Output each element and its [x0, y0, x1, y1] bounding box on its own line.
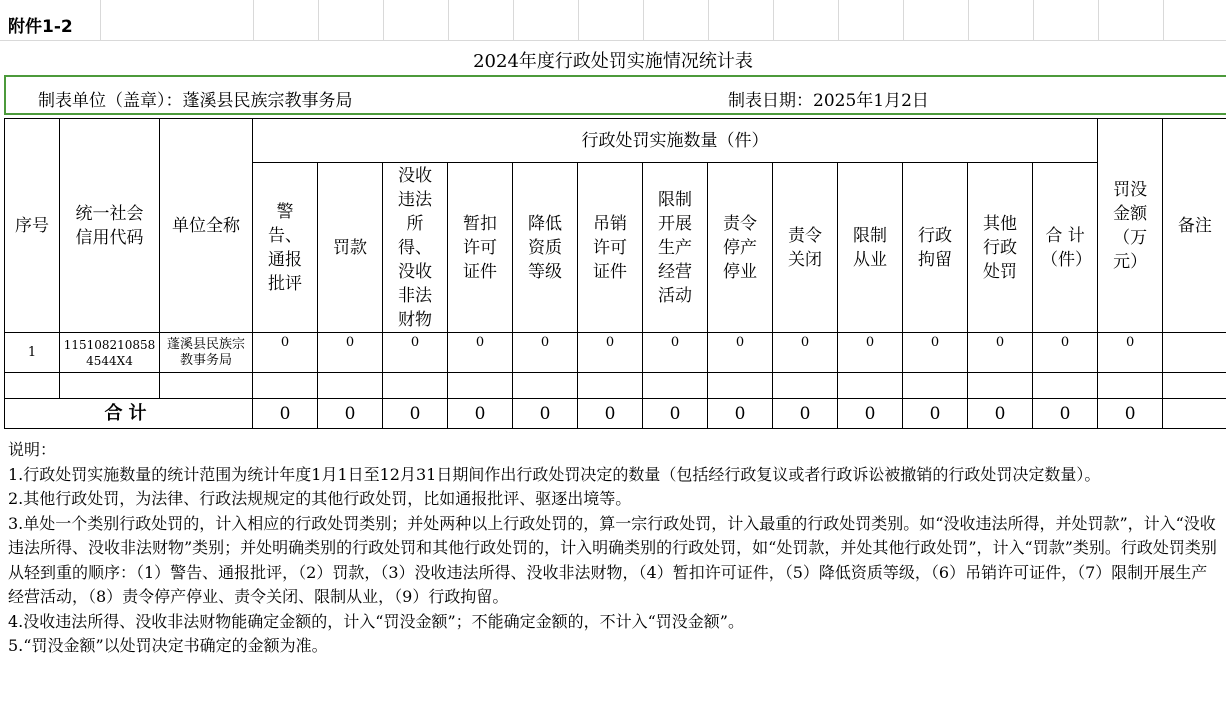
- row-credit-code-text: 1151082108584544X4: [63, 337, 156, 368]
- header-type-text: 其他行政处罚: [983, 213, 1017, 282]
- row-seq[interactable]: 1: [5, 333, 60, 373]
- total-label[interactable]: 合计: [5, 399, 253, 429]
- empty-cell[interactable]: [1098, 373, 1163, 399]
- gridline: [513, 0, 514, 40]
- gridline: [773, 0, 774, 40]
- total-value-10[interactable]: 0: [838, 399, 903, 429]
- header-type-3[interactable]: [383, 163, 448, 333]
- header-type-text: 暂扣许可证件: [463, 213, 497, 282]
- total-value-9[interactable]: 0: [773, 399, 838, 429]
- header-unit-name[interactable]: 单位全称: [160, 119, 253, 333]
- sheet-title[interactable]: 2024年度行政处罚实施情况统计表: [473, 51, 753, 72]
- header-type-12[interactable]: [968, 163, 1033, 333]
- gridline: [383, 0, 384, 40]
- note-item[interactable]: 3.单处一个类别行政处罚的，计入相应的行政处罚类别；并处两种以上行政处罚的，算一宗行政处罚，计入最重的行政处罚类别。如“没收违法所得，并处罚款”，计入“没收违法所得、没收非法财物”类别；并处明确类别的行政处罚和其他行政处罚的，计入明确类别的行政处罚，如“处罚款，并处其他行政处罚”，计入“罚款”类别。行政处罚类别从轻到重的顺序：（1）警告、通报批评，（2）罚款，（3）没收违法所得、没收非法财物，（4）暂扣许可证件，（5）降低资质等级，（6）吊销许可证件，（7）限制开展生产经营活动，（8）责令停产停业、责令关闭、限制从业，（9）行政拘留。: [8, 513, 1217, 606]
- total-value-6[interactable]: 0: [578, 399, 643, 429]
- header-type-text: 责令停产停业: [723, 213, 757, 282]
- gridline: [578, 0, 579, 40]
- empty-cell[interactable]: [578, 373, 643, 399]
- header-type-7[interactable]: [643, 163, 708, 333]
- row-value-5[interactable]: 0: [513, 333, 578, 373]
- header-type-13[interactable]: [1033, 163, 1098, 333]
- gridline: [1098, 0, 1099, 40]
- gridline: [100, 0, 101, 40]
- empty-cell[interactable]: [60, 373, 160, 399]
- header-type-5[interactable]: [513, 163, 578, 333]
- attachment-label[interactable]: 附件1-2: [8, 17, 73, 37]
- empty-cell[interactable]: [708, 373, 773, 399]
- header-type-4[interactable]: [448, 163, 513, 333]
- header-type-text: 限制开展生产经营活动: [658, 189, 692, 306]
- header-type-9[interactable]: [773, 163, 838, 333]
- row-unit-name[interactable]: [160, 333, 253, 373]
- header-type-text: 警告、通报批评: [268, 201, 302, 294]
- header-amount-text: 罚没金额（万元）: [1113, 179, 1148, 272]
- gridline: [0, 40, 1226, 41]
- total-value-4[interactable]: 0: [448, 399, 513, 429]
- header-type-text: 降低资质等级: [528, 213, 562, 282]
- row-value-12[interactable]: 0: [968, 333, 1033, 373]
- header-type-11[interactable]: [903, 163, 968, 333]
- header-type-text: 吊销许可证件: [593, 213, 627, 282]
- header-type-text: 行政拘留: [918, 225, 952, 270]
- total-amount[interactable]: 0: [1098, 399, 1163, 429]
- row-value-11[interactable]: 0: [903, 333, 968, 373]
- gridline: [1033, 0, 1034, 40]
- gridline: [643, 0, 644, 40]
- row-value-13[interactable]: 0: [1033, 333, 1098, 373]
- header-type-6[interactable]: [578, 163, 643, 333]
- row-value-9[interactable]: 0: [773, 333, 838, 373]
- empty-cell[interactable]: [160, 373, 253, 399]
- empty-cell[interactable]: [318, 373, 383, 399]
- empty-cell[interactable]: [643, 373, 708, 399]
- header-amount[interactable]: [1098, 119, 1163, 333]
- header-seq[interactable]: 序号: [5, 119, 60, 333]
- empty-cell[interactable]: [1033, 373, 1098, 399]
- header-type-text: 责令关闭: [788, 225, 822, 270]
- empty-cell[interactable]: [903, 373, 968, 399]
- row-value-7[interactable]: 0: [643, 333, 708, 373]
- note-item[interactable]: 2.其他行政处罚，为法律、行政法规规定的其他行政处罚，比如通报批评、驱逐出境等。: [8, 489, 632, 508]
- total-value-8[interactable]: 0: [708, 399, 773, 429]
- notes-heading[interactable]: 说明：: [8, 440, 57, 459]
- total-value-12[interactable]: 0: [968, 399, 1033, 429]
- row-credit-code[interactable]: [60, 333, 160, 373]
- header-type-text: 限制从业: [853, 225, 887, 270]
- gridline: [318, 0, 319, 40]
- header-penalty-count[interactable]: 行政处罚实施数量（件）: [253, 119, 1098, 163]
- table-row: [5, 333, 1226, 373]
- notes: [8, 438, 1220, 659]
- empty-cell[interactable]: [5, 373, 60, 399]
- total-value-1[interactable]: 0: [253, 399, 318, 429]
- date-line[interactable]: 制表日期：2025年1月2日: [728, 91, 929, 111]
- row-value-4[interactable]: 0: [448, 333, 513, 373]
- gridline: [903, 0, 904, 40]
- row-value-1[interactable]: 0: [253, 333, 318, 373]
- row-value-6[interactable]: 0: [578, 333, 643, 373]
- empty-cell[interactable]: [513, 373, 578, 399]
- total-value-7[interactable]: 0: [643, 399, 708, 429]
- gridline: [968, 0, 969, 40]
- header-type-text: 合 计（件）: [1041, 225, 1093, 270]
- row-remark[interactable]: [1163, 333, 1226, 373]
- total-value-2[interactable]: 0: [318, 399, 383, 429]
- note-item[interactable]: 4.没收违法所得、没收非法财物能确定金额的，计入“罚没金额”；不能确定金额的，不计入“罚没金额”。: [8, 611, 744, 631]
- empty-cell[interactable]: [838, 373, 903, 399]
- note-item[interactable]: 1.行政处罚实施数量的统计范围为统计年度1月1日至12月31日期间作出行政处罚决定的数量（包括经行政复议或者行政诉讼被撤销的行政处罚决定数量）。: [8, 464, 1101, 484]
- statistics-table: [4, 118, 1226, 429]
- total-value-13[interactable]: 0: [1033, 399, 1098, 429]
- total-value-11[interactable]: 0: [903, 399, 968, 429]
- row-value-10[interactable]: 0: [838, 333, 903, 373]
- empty-cell[interactable]: [1163, 373, 1226, 399]
- row-value-8[interactable]: 0: [708, 333, 773, 373]
- header-credit-code[interactable]: [60, 119, 160, 333]
- header-type-8[interactable]: [708, 163, 773, 333]
- total-value-3[interactable]: 0: [383, 399, 448, 429]
- empty-cell[interactable]: [773, 373, 838, 399]
- row-value-3[interactable]: 0: [383, 333, 448, 373]
- header-type-2[interactable]: [318, 163, 383, 333]
- row-unit-name-text: 蓬溪县民族宗教事务局: [166, 336, 245, 368]
- header-type-10[interactable]: [838, 163, 903, 333]
- header-credit-code-text: 统一社会信用代码: [75, 203, 144, 248]
- unit-line[interactable]: 制表单位（盖章）：蓬溪县民族宗教事务局: [38, 91, 353, 111]
- note-item[interactable]: 5.“罚没金额”以处罚决定书确定的金额为准。: [8, 636, 328, 655]
- empty-cell[interactable]: [968, 373, 1033, 399]
- header-remark[interactable]: 备注: [1163, 119, 1226, 333]
- header-type-text: 没收违法所得、没收非法财物: [398, 165, 432, 330]
- total-remark[interactable]: [1163, 399, 1226, 429]
- empty-cell[interactable]: [383, 373, 448, 399]
- empty-row: [5, 373, 1226, 399]
- gridline: [838, 0, 839, 40]
- header-type-1[interactable]: [253, 163, 318, 333]
- total-value-5[interactable]: 0: [513, 399, 578, 429]
- total-row: [5, 399, 1226, 429]
- header-type-text: 罚款: [333, 237, 367, 258]
- gridline: [448, 0, 449, 40]
- empty-cell[interactable]: [448, 373, 513, 399]
- gridline: [708, 0, 709, 40]
- gridline: [253, 0, 254, 40]
- empty-cell[interactable]: [253, 373, 318, 399]
- gridline: [1163, 0, 1164, 40]
- row-amount[interactable]: 0: [1098, 333, 1163, 373]
- row-value-2[interactable]: 0: [318, 333, 383, 373]
